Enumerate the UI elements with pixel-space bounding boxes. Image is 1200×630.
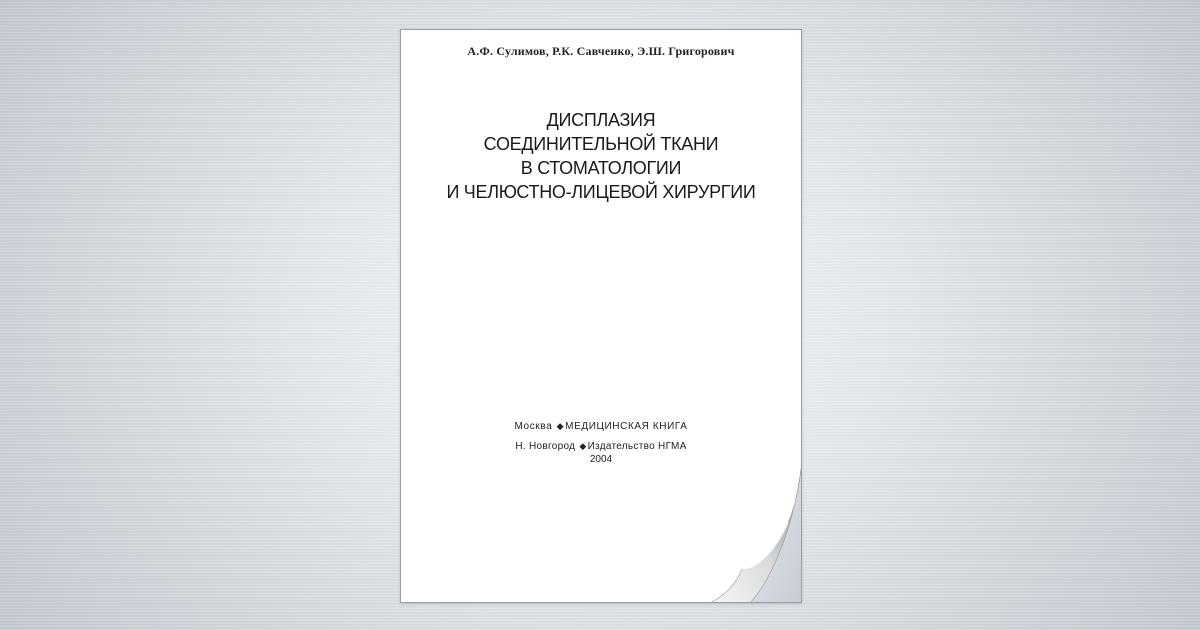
diamond-separator-icon: ◆	[556, 421, 565, 431]
publisher-name-1: МЕДИЦИНСКАЯ КНИГА	[565, 421, 688, 432]
publisher-line-1	[401, 420, 801, 433]
book-authors: А.Ф. Сулимов, Р.К. Савченко, Э.Ш. Григорович	[467, 44, 735, 58]
title-line-1: ДИСПЛАЗИЯ	[546, 110, 656, 130]
publisher-line-2	[401, 440, 801, 453]
publication-year: 2004	[589, 454, 613, 465]
publisher-city-2: Н. Новгород	[515, 441, 576, 452]
book-title-page	[400, 29, 802, 603]
title-line-2: СОЕДИНИТЕЛЬНОЙ ТКАНИ	[483, 134, 719, 154]
title-line-3: В СТОМАТОЛОГИИ	[520, 158, 682, 178]
publisher-block	[401, 420, 801, 466]
publisher-name-2: Издательство НГМА	[587, 441, 687, 452]
page-curl-icon	[710, 461, 802, 603]
title-line-4: И ЧЕЛЮСТНО-ЛИЦЕВОЙ ХИРУРГИИ	[446, 182, 756, 202]
diamond-separator-icon: ◆	[579, 441, 587, 451]
book-title	[401, 108, 801, 204]
publisher-city-1: Москва	[514, 421, 553, 432]
